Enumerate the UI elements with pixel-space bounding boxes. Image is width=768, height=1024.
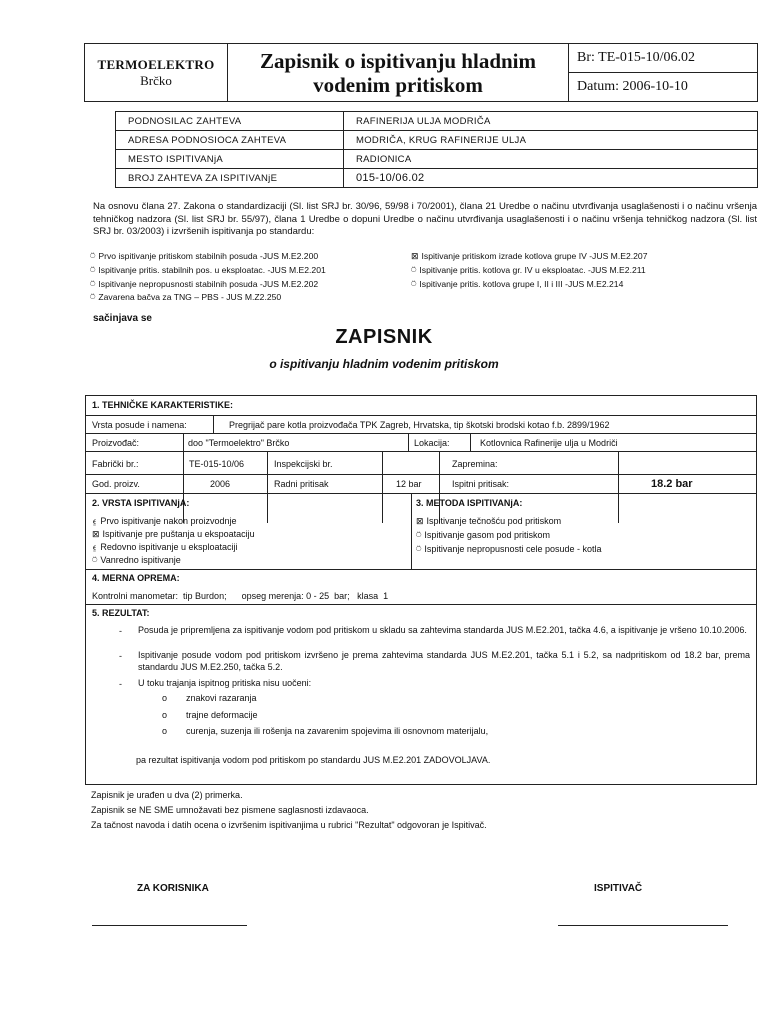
radni-value: 12 bar — [396, 479, 422, 489]
metoda-item — [416, 544, 602, 555]
checkbox-empty-icon: ⍥ — [411, 265, 417, 276]
standards-right — [411, 250, 647, 291]
company-block — [85, 44, 228, 102]
standard-item — [90, 291, 326, 305]
standard-label: Ispitivanje pritis. stabilnih pos. u eksploatac. -JUS M.E2.201 — [98, 264, 326, 275]
section-metoda-heading: 3. METODA ISPITIVANjA: — [416, 498, 523, 508]
signature-line-inspector — [558, 925, 728, 926]
god-label: God. proizv. — [92, 479, 140, 489]
section-tech-heading: 1. TEHNIČKE KARAKTERISTIKE: — [92, 400, 234, 410]
standard-label: Prvo ispitivanje pritiskom stabilnih posuda -JUS M.E2.200 — [98, 251, 319, 261]
god-value: 2006 — [210, 479, 231, 489]
vrsta-item — [92, 542, 238, 553]
request-label: MESTO ISPITIVANjA — [116, 150, 344, 169]
standard-item — [411, 250, 647, 264]
bullet-marker: o — [162, 726, 168, 736]
zapremina-label: Zapremina: — [452, 459, 498, 469]
vrsta-label: Vrsta posude i namena: — [92, 420, 187, 430]
merna-text: Kontrolni manometar: tip Burdon; opseg merenja: 0 - 25 bar; klasa 1 — [92, 591, 389, 601]
intro-paragraph: Na osnovu člana 27. Zakona o standardizaciji (Sl. list SRJ br. 30/96, 59/98 i 70/2001), člana 21 Uredbe o načinu utvrđivanja usaglašenosti i o načinu vršenja tehničkog nadzora (Sl. list SRJ br. 55/97), člana 1 Uredbe o dopuni Uredbe o načinu utvrđivanja usaglašenosti i o načinu vršenja tehničkog nadzora (Sl. list SRJ br. 03/2003) i izvršenih ispitivanja po standardu: — [93, 201, 757, 237]
checkbox-empty-icon: ⍥ — [92, 556, 98, 566]
checkbox-empty-icon: ⍥ — [90, 265, 96, 276]
metoda-item — [416, 530, 550, 541]
metoda-item-label: Ispitivanje gasom pod pritiskom — [424, 530, 550, 540]
standard-label: Ispitivanje nepropusnosti stabilnih posuda -JUS M.E2.202 — [98, 278, 319, 289]
lokacija-label: Lokacija: — [414, 438, 450, 448]
checkbox-empty-icon: ⍥ — [416, 531, 422, 541]
rezultat-bullet: znakovi razaranja — [186, 693, 257, 703]
document-number: Br: TE-015-10/06.02 — [569, 44, 758, 73]
vrsta-item-label: Prvo ispitivanje nakon proizvodnje — [100, 516, 237, 526]
request-label: ADRESA PODNOSIOCA ZAHTEVA — [116, 131, 344, 150]
rezultat-paragraph-2: Ispitivanje posude vodom pod pritiskom izvršeno je prema zahtevima standarda JUS M.E2.201, tačka 5.1 i 5.2, sa nadpritiskom od 18.2 bar, prema standardu JUS M.E2.250, tačka 5.2. — [138, 650, 750, 672]
metoda-item — [416, 516, 561, 527]
title-line-1: Zapisnik o ispitivanju hladnim — [259, 48, 537, 73]
standard-item — [90, 278, 326, 292]
checkbox-empty-icon: ⍥ — [90, 252, 96, 262]
record-form — [85, 395, 757, 785]
section-vrsta-heading: 2. VRSTA ISPITIVANjA: — [92, 498, 190, 508]
checkbox-empty-icon: ⍥ — [90, 279, 96, 290]
request-table — [115, 111, 758, 188]
header-table — [84, 43, 758, 102]
footer-note-3: Za tačnost navoda i datih ocena o izvršenim ispitivanjima u rubrici "Rezultat" odgovoran je Ispitivač. — [91, 820, 487, 830]
standard-item — [90, 264, 326, 278]
checkbox-checked-icon: ⊠ — [416, 517, 424, 527]
ispitni-value: 18.2 bar — [651, 478, 693, 490]
checkbox-checked-icon: ⊠ — [92, 530, 100, 540]
request-label: BROJ ZAHTEVA ZA ISPITIVANjE — [116, 169, 344, 188]
request-value: MODRIČA, KRUG RAFINERIJE ULJA — [344, 131, 758, 150]
checkbox-empty-icon: ⍥ — [90, 293, 96, 304]
document-title — [228, 44, 569, 102]
company-city: Brčko — [140, 72, 172, 88]
request-label: PODNOSILAC ZAHTEVA — [116, 112, 344, 131]
proizvodjac-label: Proizvođač: — [92, 438, 140, 448]
vrsta-item — [92, 516, 236, 527]
radni-label: Radni pritisak — [274, 479, 329, 489]
checkbox-checked-icon: ⊠ — [411, 252, 419, 262]
lokacija-value: Kotlovnica Rafinerije ulja u Modriči — [480, 438, 618, 448]
sacinjava-label: sačinjava se — [93, 313, 152, 324]
vrsta-item-label: Vanredno ispitivanje — [100, 555, 181, 565]
proizvodjac-value: doo "Termoelektro" Brčko — [188, 438, 290, 448]
metoda-item-label: Ispitivanje tečnošću pod pritiskom — [426, 516, 562, 526]
document-date: Datum: 2006-10-10 — [569, 73, 758, 102]
vrsta-item-label: Ispitivanje pre puštanja u ekspoataciju — [102, 529, 255, 539]
ispitni-label: Ispitni pritisak: — [452, 479, 510, 489]
footer-note-1: Zapisnik je urađen u dva (2) primerka. — [91, 790, 243, 800]
section-rezultat-heading: 5. REZULTAT: — [92, 608, 150, 618]
rezultat-paragraph-1: Posuda je pripremljena za ispitivanje vodom pod pritiskom u skladu sa zahtevima standarda JUS M.E2.201, tačka 4.6, a ispitivanje je vršeno 10.10.2006. — [138, 625, 747, 635]
rezultat-bullet: trajne deformacije — [186, 710, 258, 720]
dash-marker: - — [119, 651, 122, 661]
standard-label: Ispitivanje pritiskom izrade kotlova grupe IV -JUS M.E2.207 — [421, 251, 648, 261]
vrsta-item — [92, 529, 255, 540]
request-value: 015-10/06.02 — [344, 169, 758, 188]
checkbox-empty-icon: ⍥ — [411, 279, 417, 290]
company-name: TERMOELEKTRO — [97, 56, 215, 72]
signature-label-inspector: ISPITIVAČ — [594, 883, 643, 894]
request-value: RADIONICA — [344, 150, 758, 169]
vrsta-item — [92, 555, 181, 566]
record-title: ZAPISNIK — [335, 326, 433, 348]
standard-item — [411, 278, 647, 292]
standard-label: Ispitivanje pritis. kotlova grupe I, II i III -JUS M.E2.214 — [419, 278, 624, 289]
request-value: RAFINERIJA ULJA MODRIČA — [344, 112, 758, 131]
signature-label-client: ZA KORISNIKA — [137, 883, 209, 894]
standard-label: Ispitivanje pritis. kotlova gr. IV u eksploatac. -JUS M.E2.211 — [419, 264, 646, 275]
fabricki-value: TE-015-10/06 — [189, 459, 245, 469]
record-subtitle: o ispitivanju hladnim vodenim pritiskom — [269, 357, 499, 371]
standards-left — [90, 250, 326, 305]
title-line-2: vodenim pritiskom — [313, 72, 483, 97]
standard-label: Zavarena bačva za TNG – PBS - JUS M.Z2.250 — [98, 292, 282, 303]
dash-marker: - — [119, 679, 122, 689]
vrsta-item-label: Redovno ispitivanje u eksploataciji — [100, 542, 238, 552]
vrsta-value: Pregrijač pare kotla proizvođača TPK Zagreb, Hrvatska, tip škotski brodski kotao f.b. 2899/1962 — [229, 420, 610, 430]
dash-marker: - — [119, 626, 122, 636]
metoda-item-label: Ispitivanje nepropusnosti cele posude - kotla — [424, 544, 602, 554]
rezultat-paragraph-3: U toku trajanja ispitnog pritiska nisu uočeni: — [138, 678, 312, 688]
rezultat-conclusion: pa rezultat ispitivanja vodom pod pritiskom po standardu JUS M.E2.201 ZADOVOLJAVA. — [136, 755, 491, 765]
bullet-marker: o — [162, 710, 168, 720]
standard-item — [90, 250, 326, 264]
rezultat-bullet: curenja, suzenja ili rošenja na zavarenim spojevima ili osnovnom materijalu, — [186, 726, 489, 736]
fabricki-label: Fabrički br.: — [92, 459, 139, 469]
section-merna-heading: 4. MERNA OPREMA: — [92, 573, 180, 583]
bullet-marker: o — [162, 693, 168, 703]
signature-line-client — [92, 925, 247, 926]
checkbox-empty-icon: ⍥ — [416, 545, 422, 555]
standard-item — [411, 264, 647, 278]
checkbox-empty-icon: ⍷ — [92, 517, 98, 527]
inspekcijski-label: Inspekcijski br. — [274, 459, 333, 469]
footer-note-2: Zapisnik se NE SME umnožavati bez pismene saglasnosti izdavaoca. — [91, 805, 369, 815]
checkbox-empty-icon: ⍷ — [92, 543, 98, 553]
